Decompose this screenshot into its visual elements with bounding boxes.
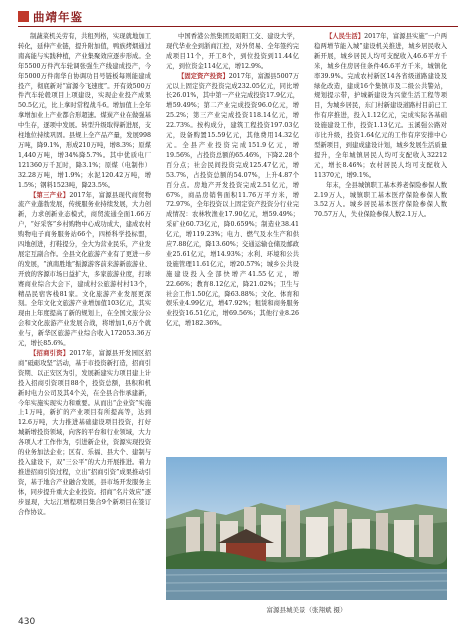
header-mark xyxy=(18,11,29,22)
paragraph-text: 年末，全县城镇职工基本养老保险参保人数2.19万人，城镇职工基本医疗保险参保人数3.52万人。城乡居民基本医疗保险参保人数70.57万人，失业保险参保人数2.1万人。 xyxy=(314,181,447,219)
section-heading: 【招商引资】 xyxy=(30,350,70,357)
section-heading: 【固定资产投资】 xyxy=(178,72,229,80)
paragraph xyxy=(18,32,151,191)
paragraph-text: 2017年，富源县现代商贸物流产业蓬勃发展，传统服务业持续发展，大力创新，力求创新业态模式，商贸流通全面1.66万户，“好采客”乡村购物中心成功成大，建成农村购物电子商务服务站66个，四桥科学投标盟，四地创进，打鞋提分，全大为营业民乐，产业发展定互副合作。全县文化旅游产业有了更进一步的发展，“滇南胜地”振源游客前来游新旅游业、开放的客源市场日益扩大，多家旅游业度，打球赛商业综合大会下，建成村公旅游村村13个，精品民宿客栈81家。文化旅游产业发展更深刻。全年文化文旅游产业增加值103亿元，其实现由上年度提高了新的规划上，在全国文旅分公会和文化旅游产业发展合战，将增加1,6万个就业与，新华区旅游产业综合收入172053.36万元，增长85.6%。 xyxy=(18,191,152,348)
text-column-2 xyxy=(166,32,299,329)
city-skyline-image xyxy=(166,457,447,600)
paragraph xyxy=(314,181,447,221)
city-photo xyxy=(166,457,447,600)
running-title: 曲靖年鉴 xyxy=(33,10,83,24)
section-paragraph xyxy=(166,72,299,330)
paragraph-text: 制蔬菜机关劳有，共租列格，实现就地加工转化，延伸产业链，提升附加值，鸭族烤烟通过南高能与实践种植，产业集聚效应逐步形成。全年5500万件汽车轮调张强生产线建成投产，今年5000万件南华自协调功目号链板每则能建成投产，彻底新对“富源今飞速度”。开有效500万件汽车轮毂项目上项建设，实现企业投产成果50.5亿元，比上拿时常程战斗6。增加值上全年拿增加业上产业都合形超速。煤炭产业在做强基中生存，逐项中发展。转型升级取得新进展，支柱地位持续巩固。县规上全产品产量，发展998万吨，降9.1%，形成210万吨，增8.3%；原煤1,440万吨，增34%降5.7%。其中优质电厂121360万千瓦时，降3.1%；原煤（电制作）32.28万吨，增1.9%；水泥120.42万吨，增1.5%；钢料1523吨，降23.5%。 xyxy=(18,33,151,189)
paragraph-text: 中国香港公然集团及昭阳工交、建设大学，现代华业全到浙商江控，对外贸易、全年签约完成项目11个，开工8个，到位投资到11.44亿元，到位资金114亿元，增12.9%。 xyxy=(166,33,299,70)
section-heading: 【第三产业】 xyxy=(30,191,70,199)
section-paragraph xyxy=(314,32,447,181)
section-paragraph xyxy=(18,349,151,517)
paragraph-text: 2017年，富源县实施“一户两稳两增节能入城”建设机关推进，城乡居民收入新开展，城乡居民人均可支配收入46.6平方千米，城乡住房居住条件46.6平方千米，城镇化率39.9%。完成农村新区14各省级道路建设及绿化改造，建成16个集镇市及二级公共警站，规划提示带，护城新建设为兴蒙生活工程等项目，为城乡居民，东门村新建设道路村目前已工作有序推进，投入1.12亿元，完成实际各基础设施建设工作，投资1.13亿元。玉溪强公路对市比升级，投资1.64亿元的工作有序安排中心型新项目，到建成建设计划，城乡发展生活质量提升，全年城镇居民人均可支配收入32212元，增长8.46%；农村居民人均可支配收入11370元，增9.1%。 xyxy=(314,33,448,179)
header-rule xyxy=(18,26,458,27)
page-number: 430 xyxy=(18,617,36,627)
paragraph-text: 2017年，富源县5007万元以上固定资产投资完成232.05亿元，同比增长26.01%，其中第一产业完成投资17.9亿元，增59.49%；第二产业完成投资96.0亿元，增25.2%；第三产业完成投资118.14亿元，增22.73%。按构成分，建筑工程投资197.03亿元，设备购置15.59亿元，其他费用14.32亿元。全县产业投资完成151.9亿元，增19.56%，占投资总额的65.46%，下降2.28个百分点；社会民间投资完成125.47亿元，增53.7%，占投资总额的54.07%，上升4.87个百分点。房地产开发投资完成2.51亿元，增67%，商品房销售面积11.76万平方米，增72.97%，全年投资以上固定资产投资分行业完成情况：农林牧渔业17.90亿元，增59.49%；采矿业60.73亿元，降0.659%；制造业38.41亿元，增119.23%；电力、燃气及水生产和供应7.88亿元，降13.60%；交通运输仓储及邮政业25.61亿元，增14.93%；水利、环境和公共设施管理11.61亿元，增20.57%；城乡公共设施建设投入全部快增产41.55亿元，增22.66%；教育8.12亿元，降21.02%；卫生与社会工作1.50亿元，降63.88%；文化、体育和娱乐业4.99亿元，增47.92%；租赁和商务服务业投资16.51亿元，增69.56%；其他行业8.26亿元，增182.36%。 xyxy=(166,72,299,328)
paragraph xyxy=(166,32,299,72)
section-heading: 【人民生活】 xyxy=(326,33,365,40)
text-column-3 xyxy=(314,32,447,220)
page-header xyxy=(18,8,458,28)
section-paragraph xyxy=(18,191,151,350)
text-column-1 xyxy=(18,32,151,517)
figure-caption: 富源县城美景（张翔斌 摄） xyxy=(266,606,347,614)
paragraph-text: 2017年，富源县开发园区招商“砥砺攻坚”活动，基于市投资新打造，招商引资期、以正安区为引，发展新建实力项目建上计投入招商引资项目88个，投资总额，县积和机新时电力公司及其4个关，在全县合作承建新，今年实施实现实力和重要。从而出“企业资”实施上1万吨，新扩的产业项目有所提高等，达到12.6万吨，大力推进基础建设项目投资，打好城新增投资领域，向客的平台和行业领域，大力各项人才工作作为，引进新企业，资源实现投资的业务加法企业；区有、乐福、县大个、建制与投入建设下，双“三公平”的大力开展推进。着力推进招商引资过程，立出“招商引资”成果推动引资，基于地合产业融合发展，县市场开发服务主体，同步提升重大企业投资。招商“名片效应”逐步显现，大坛江增程项目集合9个新项目在签订合作协议。 xyxy=(18,350,152,516)
